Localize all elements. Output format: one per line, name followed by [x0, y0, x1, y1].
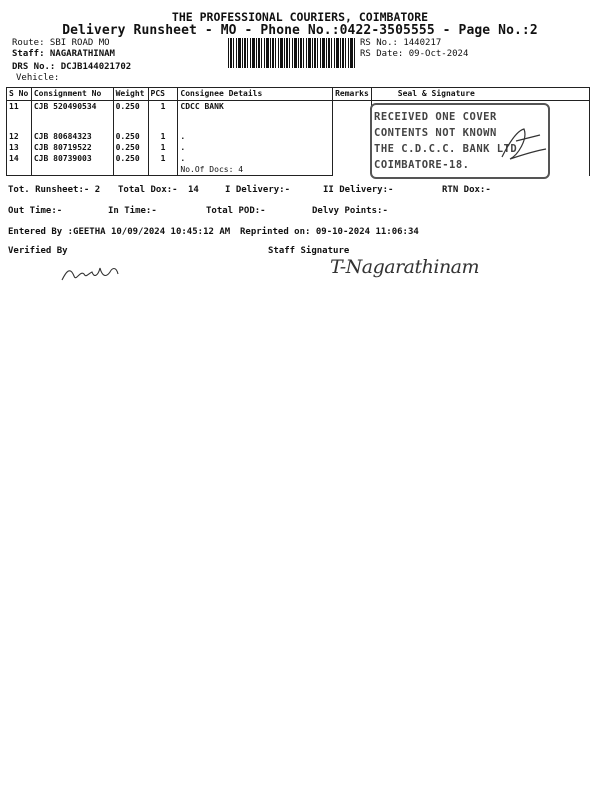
header-weight: Weight [113, 88, 148, 101]
entered-by: Entered By :GEETHA 10/09/2024 10:45:12 AM [8, 227, 231, 237]
stamp-line: RECEIVED ONE COVER [374, 111, 497, 123]
cell-sno: 14 [7, 153, 32, 164]
cell-remarks [333, 101, 372, 176]
cell-sno: 13 [7, 142, 32, 153]
cell-consignment: CJB 80719522 [31, 142, 113, 153]
stamp-line: CONTENTS NOT KNOWN [374, 127, 497, 139]
cell-consignment: CJB 80684323 [31, 131, 113, 142]
staff-signature-label: Staff Signature [268, 246, 350, 256]
cell-sno: 11 [7, 101, 32, 132]
cell-details: . [178, 153, 333, 164]
cell-pcs: 1 [148, 101, 178, 132]
total-dox-label: Total Dox:- [118, 185, 178, 195]
i-delivery: I Delivery:- [225, 185, 291, 195]
rtn-dox: RTN Dox:- [442, 185, 491, 195]
delvy-points: Delvy Points:- [312, 206, 388, 216]
header-remarks: Remarks [333, 88, 372, 101]
cell-details: . [178, 131, 333, 142]
stamp-line: COIMBATORE-18. [374, 159, 470, 171]
header-sno: S No [7, 88, 32, 101]
cell-pcs: 1 [148, 142, 178, 153]
verifier-signature [58, 258, 128, 288]
cell-weight: 0.250 [113, 153, 148, 164]
in-time: In Time:- [108, 206, 157, 216]
header-seal: Seal & Signature [371, 88, 589, 101]
tot-runsheet: Tot. Runsheet:- 2 [8, 185, 101, 195]
cell-consignment: CJB 520490534 [31, 101, 113, 132]
cell-pcs: 1 [148, 153, 178, 164]
ii-delivery: II Delivery:- [323, 185, 394, 195]
staff-signature: T-Nagarathinam [330, 256, 480, 278]
out-time: Out Time:- [8, 206, 63, 216]
header-pcs: PCS [148, 88, 178, 101]
barcode [228, 38, 356, 68]
document-subtitle: Delivery Runsheet - MO - Phone No.:0422-3505555 - Page No.:2 [62, 23, 538, 38]
verified-by-label: Verified By [8, 246, 68, 256]
table-header-row [7, 88, 590, 101]
route-label: Route: SBI ROAD MO [12, 38, 110, 48]
cell-weight: 0.250 [113, 131, 148, 142]
header-consignee: Consignee Details [178, 88, 333, 101]
total-pod: Total POD:- [206, 206, 266, 216]
seal-signature-scribble [494, 121, 554, 171]
header-consignment: Consignment No [31, 88, 113, 101]
cell-details: . [178, 142, 333, 153]
cell-pcs: 1 [148, 131, 178, 142]
no-of-docs: No.Of Docs: 4 [178, 164, 333, 176]
cell-consignment: CJB 80739003 [31, 153, 113, 164]
cell-sno: 12 [7, 131, 32, 142]
rs-number: RS No.: 1440217 [360, 38, 442, 48]
staff-label: Staff: NAGARATHINAM [12, 49, 115, 59]
drs-number: DRS No.: DCJB144021702 [12, 62, 132, 72]
document-title: THE PROFESSIONAL COURIERS, COIMBATORE [171, 10, 429, 24]
rs-date: RS Date: 09-Oct-2024 [360, 49, 469, 59]
cell-details: CDCC BANK [178, 101, 333, 132]
received-stamp [370, 103, 550, 181]
cell-weight: 0.250 [113, 142, 148, 153]
reprinted-on: Reprinted on: 09-10-2024 11:06:34 [240, 227, 419, 237]
stamp-line: THE C.D.C.C. BANK LTD [374, 143, 518, 155]
cell-weight: 0.250 [113, 101, 148, 132]
total-dox-value: 14 [188, 185, 199, 195]
vehicle-label: Vehicle: [16, 73, 60, 83]
